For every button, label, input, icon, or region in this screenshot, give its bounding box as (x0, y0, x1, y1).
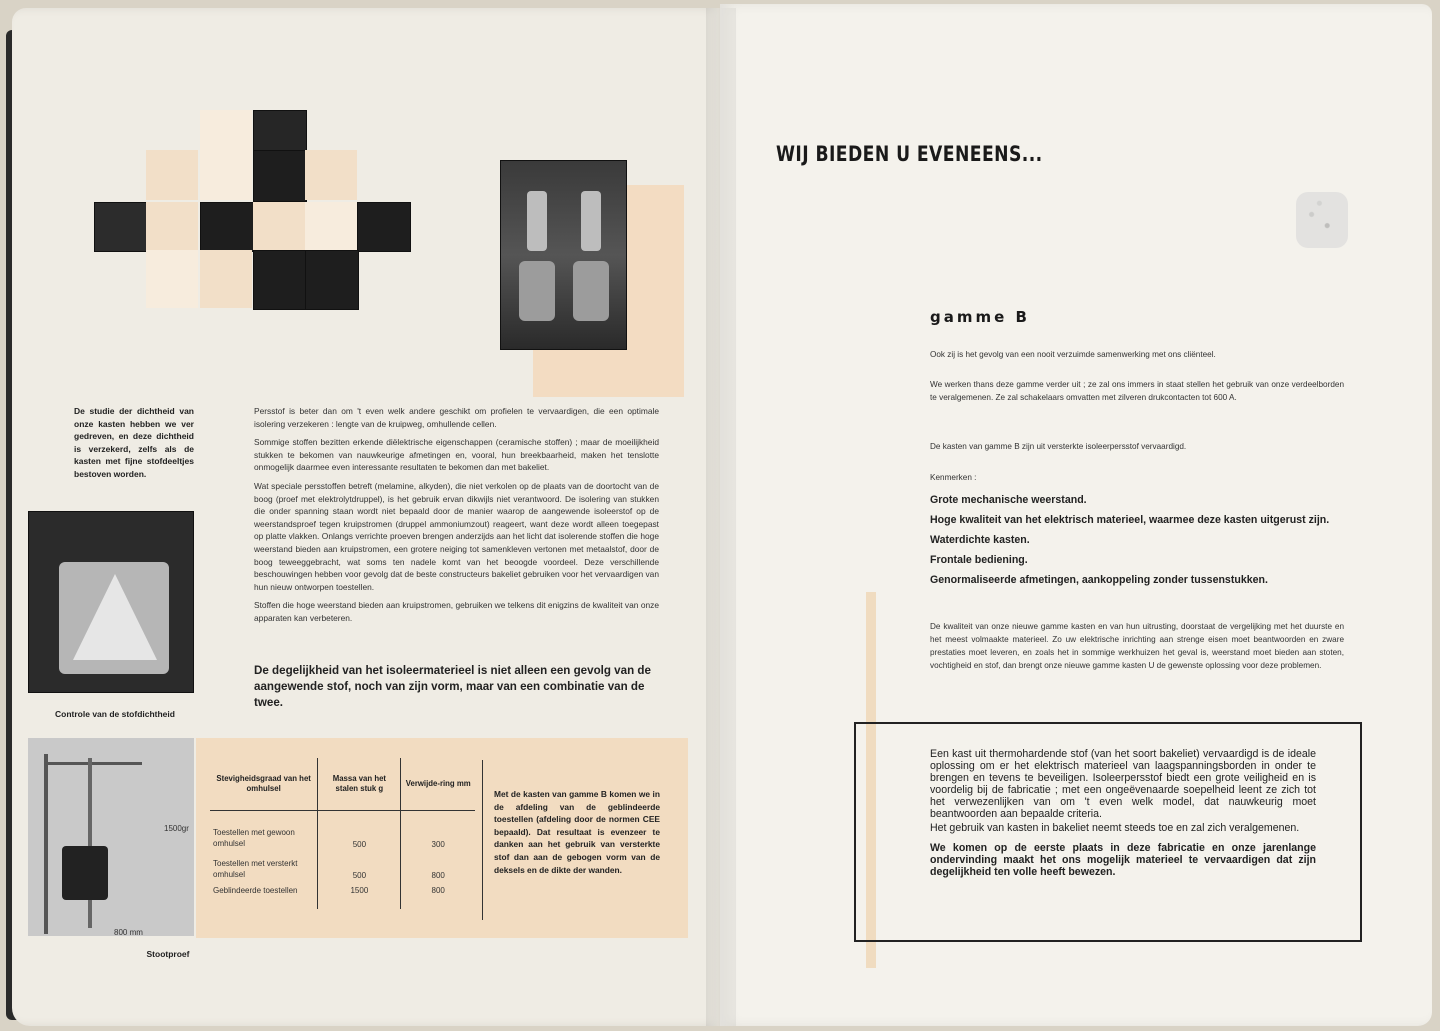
features-list (930, 493, 1348, 587)
impact-distance-label: 800 mm (114, 928, 143, 937)
features-label: Kenmerken : (930, 473, 977, 482)
paragraph: Persstof is beter dan om 't even welk andere geschikt om profielen te vervaardigen, die een optimale isolering verzekeren : lengte van de kruipweg, omhullende cellen. (254, 406, 659, 429)
dust-control-photo (28, 511, 194, 693)
box-paragraph: Een kast uit thermohardende stof (van het soort bakeliet) vervaardigd is de ideale oplossing om er het elektrisch materieel van laagspanningsborden in onder te brengen en tevens te beveiligen. Isoleerpersstof biedt een grote veiligheid en is voordelig bij de fabricatie ; met een ongeëvenaarde soepelheid leent ze zich tot het verwezenlijken van om 't even welk model, dat nauwkeurig moet beantwoorden aan bepaalde criteria. (930, 748, 1316, 820)
box-photo (253, 110, 307, 152)
table-cell: 300 (401, 811, 475, 853)
table-cell: 800 (401, 852, 475, 883)
table-cell: 800 (401, 883, 475, 909)
table-cell: Geblindeerde toestellen (213, 886, 298, 895)
feature-item: Genormaliseerde afmetingen, aankoppeling zonder tussenstukken. (930, 574, 1268, 586)
table-note: Met de kasten van gamme B komen we in de afdeling van de geblindeerde toestellen (afdeling door de normen CEE bepaald). Dat resultaat is evenzeer te danken aan het gebruik van versterkte stof dan aan de gebogen vorm van de deksels en de dikte der wanden. (494, 789, 660, 875)
impact-spec-table (210, 758, 475, 909)
table-cell: Toestellen met gewoon omhulsel (213, 828, 295, 848)
spine-shadow (706, 8, 736, 1026)
table-header: Massa van het stalen stuk g (318, 758, 401, 811)
table-row (210, 883, 475, 909)
feature-item: Waterdichte kasten. (930, 534, 1030, 546)
impact-test-photo (28, 738, 194, 936)
feature-item: Frontale bediening. (930, 554, 1028, 566)
box-photo (253, 150, 307, 202)
material-text: De kasten van gamme B zijn uit versterkte isoleerpersstof vervaardigd. (930, 442, 1187, 451)
box-photo-collage (92, 108, 412, 316)
table-header: Verwijde-ring mm (401, 758, 475, 811)
caption-impact: Stootproef (146, 949, 190, 959)
caption-study: De studie der dichtheid van onze kasten hebben we ver gedreven, en deze dichtheid is verzekerd, zelfs als de kasten met fijne stofdeeltjes bestoven worden. (74, 406, 194, 479)
quality-text: De kwaliteit van onze nieuwe gamme kasten en van hun uitrusting, doorstaat de vergelijking met het duurste en het meest volmaakte materieel. Zo uw elektrische inrichting aan strenge eisen moet beantwoorden en zware prestaties moet leveren, en zoals het in sommige werkhuizen het geval is, weerstand moet bieden aan stoten, vochtigheid en stof, dan brengt onze nieuwe gamme kasten U de gewenste oplossing voor deze problemen. (930, 622, 1344, 670)
develop-text: We werken thans deze gamme verder uit ; ze zal ons immers in staat stellen het gebruik van onze verdeelborden te veralgemenen. Ze zal schakelaars omvatten met zilveren drukcontacten tot 600 A. (930, 380, 1344, 402)
box-photo (305, 250, 359, 310)
box-photo (200, 202, 254, 252)
body-text (254, 405, 659, 631)
box-photo (357, 202, 411, 252)
feature-item: Grote mechanische weerstand. (930, 494, 1087, 506)
box-photo (94, 202, 148, 252)
gamme-title: gamme B (930, 308, 1030, 326)
table-row (210, 852, 475, 883)
page-title: WIJ BIEDEN U EVENEENS... (776, 142, 1043, 166)
paper-stain (1296, 192, 1348, 248)
table-cell: 1500 (318, 883, 401, 909)
impact-weight-label: 1500gr (164, 824, 189, 833)
table-row (210, 811, 475, 853)
table-cell: Toestellen met versterkt omhulsel (213, 859, 298, 879)
table-header: Stevigheidsgraad van het omhulsel (210, 758, 318, 811)
paragraph: Wat speciale persstoffen betreft (melamine, alkyden), die niet verkolen op de plaats van de doortocht van de boog (proef met elektrolytdruppel), is het gebruik ervan dikwijls niet verantwoord. De isolering van stukken die onder spanning staan wordt niet bepaald door de manier waarop de aangewende isoleerstof op de weerstandsproef tegen kruipstromen (druppel ammoniumzout) reageert, want deze wordt alleen toegepast op platte vlakken. Onlangs verrichte proeven brengen anderzijds aan het licht dat isolerende stoffen die hoge weerstand bieden aan kruipstromen, een grotere neiging tot samenkleven vertonen met metaalstof, door de boog teweeggebracht, wat soms ten nadele komt van het beoogde voordeel. Deze verschillende beschouwingen hebben voor gevolg dat de beste constructeurs bakeliet gebruiken voor het vervaardigen van hun nieuw ontworpen toestellen. (254, 480, 659, 592)
box-paragraph-bold: We komen op de eerste plaats in deze fabricatie en onze jarenlange ondervinding maakt het ons mogelijk materieel te vervaardigen dat zijn degelijkheid ten volle heeft bewezen. (930, 842, 1316, 878)
conclusion-text: De degelijkheid van het isoleermaterieel is niet alleen een gevolg van de aangewende stof, noch van zijn vorm, maar van een combinatie van de twee. (254, 664, 651, 709)
paragraph: Stoffen die hoge weerstand bieden aan kruipstromen, gebruiken we telkens dit enigzins de kwaliteit van onze apparaten kan verbeteren. (254, 600, 659, 623)
caption-control: Controle van de stofdichtheid (55, 709, 175, 719)
box-photo (253, 250, 307, 310)
table-cell: 500 (318, 852, 401, 883)
paragraph: Sommige stoffen bezitten erkende diëlektrische eigenschappen (ceramische stoffen) ; maar de moeilijkheid stukken te bekomen van nauwkeurige afmetingen en, vooral, hun breekbaarheid, maken het tenslotte onmogelijk daarmee even interessante resultaten te bekomen dan met bakeliet. (254, 437, 659, 473)
box-paragraph: Het gebruik van kasten in bakeliet neemt steeds toe en zal zich veralgemenen. (930, 822, 1300, 834)
bakelite-info-text (930, 748, 1316, 878)
intro-text: Ook zij is het gevolg van een nooit verzuimde samenwerking met ons cliënteel. (930, 350, 1216, 359)
switch-device-photo (500, 160, 627, 350)
feature-item: Hoge kwaliteit van het elektrisch materieel, waarmee deze kasten uitgerust zijn. (930, 514, 1330, 526)
table-divider (482, 760, 483, 920)
table-cell: 500 (318, 811, 401, 853)
